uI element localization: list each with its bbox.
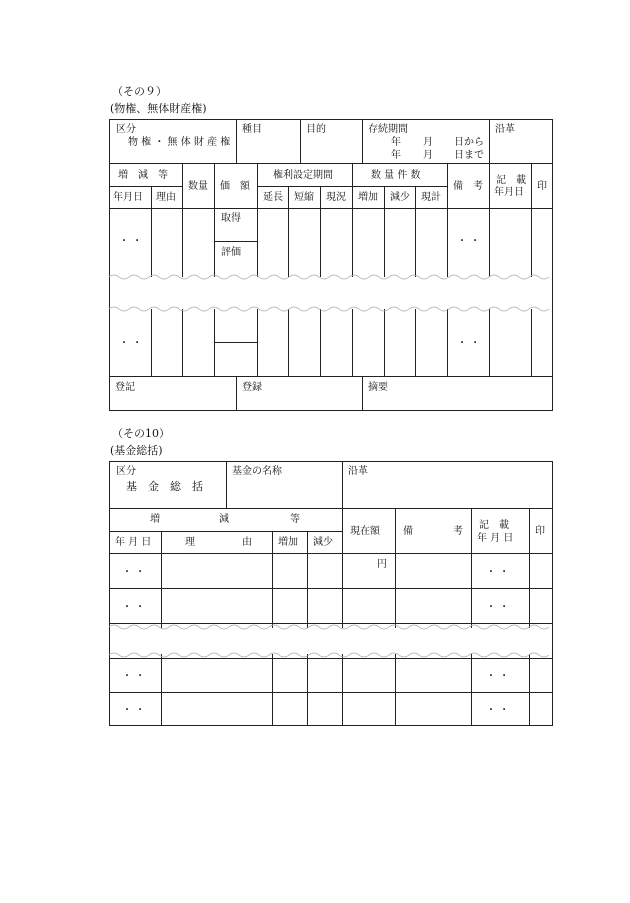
s10-row2-kisai-date: ・ ・ (486, 602, 510, 613)
s9-hdr-zougen: 増 減 等 (118, 170, 168, 181)
section10-heading-number: （その10） (112, 427, 170, 440)
s9-touroku-label: 登録 (242, 382, 262, 393)
s9-hdr-tanshuku: 短縮 (294, 192, 314, 203)
s9-hdr-riyu: 理由 (156, 192, 176, 203)
s10-enkaku-label: 沿革 (348, 466, 368, 477)
s9-mokuteki-label: 目的 (306, 124, 326, 135)
section10-gap-wave-top (109, 622, 553, 632)
s10-row4-date: ・ ・ (122, 705, 146, 716)
s9-row1-kisai-date: ・ ・ (457, 236, 481, 247)
s9-touki-label: 登記 (115, 382, 135, 393)
s9-sonzoku-nen1: 年 (391, 137, 401, 148)
s9-sonzoku-tsuki1: 月 (423, 137, 433, 148)
s10-kubun-label: 区分 (116, 466, 136, 477)
s10-hdr-kisai-date: 年 月 日 (477, 533, 514, 544)
s9-hdr-zouka: 増加 (358, 192, 378, 203)
s10-row3-kisai-date: ・ ・ (486, 671, 510, 682)
s10-hdr-genzaigaku: 現在額 (350, 526, 380, 537)
s9-hdr-kenri: 権利設定期間 (273, 170, 333, 181)
s9-hdr-kakaku: 価 額 (220, 181, 250, 192)
s9-shumoku-label: 種目 (242, 124, 262, 135)
s9-hdr-biko: 備 考 (453, 181, 483, 192)
s9-row2-date: ・ ・ (119, 338, 143, 349)
s10-row1-date: ・ ・ (122, 567, 146, 578)
s10-row4-kisai-date: ・ ・ (486, 705, 510, 716)
s10-hdr-gen: 減 (219, 514, 229, 525)
s9-sonzoku-hikara: 日から (454, 137, 484, 148)
s9-row1-date: ・ ・ (119, 236, 143, 247)
s10-hdr-bi: 備 (403, 526, 413, 537)
s10-hdr-yu: 由 (242, 537, 252, 548)
s10-hdr-ri: 理 (185, 537, 195, 548)
s10-row1-kisai-date: ・ ・ (486, 567, 510, 578)
s10-kubun-value: 基 金 総 括 (126, 480, 203, 493)
s9-hdr-suryo: 数量 (188, 181, 208, 192)
s10-kikin-name-label: 基金の名称 (232, 466, 282, 477)
s9-row2-kisai-date: ・ ・ (457, 338, 481, 349)
section9-heading-number: （その９） (112, 85, 167, 98)
section10-heading-title: (基金総括) (110, 444, 163, 457)
s10-row1-amount: 円 (377, 559, 387, 570)
section10-gap-wave-bottom (109, 650, 553, 660)
s10-hdr-tou: 等 (290, 514, 300, 525)
s9-row1-shutoku: 取得 (221, 213, 241, 224)
s9-sonzoku-tsuki2: 月 (423, 150, 433, 161)
s9-sonzoku-nen2: 年 (391, 150, 401, 161)
s10-hdr-zouka: 増加 (278, 537, 298, 548)
s9-hdr-encho: 延長 (263, 192, 283, 203)
s10-hdr-kisai: 記 載 (479, 520, 509, 531)
s9-hdr-kisai-date: 年月日 (494, 187, 524, 198)
s9-hdr-genshou: 減少 (390, 192, 410, 203)
s10-row3-date: ・ ・ (122, 671, 146, 682)
s9-tekiyou-label: 摘要 (368, 382, 388, 393)
s9-enkaku-label: 沿革 (495, 124, 515, 135)
s10-hdr-kou: 考 (453, 526, 463, 537)
s10-hdr-zou: 増 (150, 514, 160, 525)
s9-kubun-value: 物 権 ・ 無 体 財 産 権 (128, 137, 231, 148)
s9-sonzoku-himade: 日まで (454, 150, 484, 161)
s10-hdr-in: 印 (535, 526, 545, 537)
s9-hdr-genkyo: 現況 (326, 192, 346, 203)
s9-hdr-in: 印 (537, 181, 547, 192)
s10-hdr-genshou: 減少 (313, 537, 333, 548)
section9-heading-title: (物権、無体財産権) (110, 102, 207, 115)
s9-hdr-kisai: 記 載 (496, 175, 526, 186)
s9-row1-hyouka: 評価 (221, 247, 241, 258)
s9-kubun-label: 区分 (116, 124, 136, 135)
s9-hdr-genkei: 現計 (421, 192, 441, 203)
s9-hdr-suryokensu: 数 量 件 数 (371, 170, 421, 181)
s9-hdr-nengappi: 年月日 (113, 192, 143, 203)
s10-row2-date: ・ ・ (122, 602, 146, 613)
s10-hdr-nengappi: 年 月 日 (115, 537, 152, 548)
s9-sonzoku-label: 存続期間 (368, 124, 408, 135)
